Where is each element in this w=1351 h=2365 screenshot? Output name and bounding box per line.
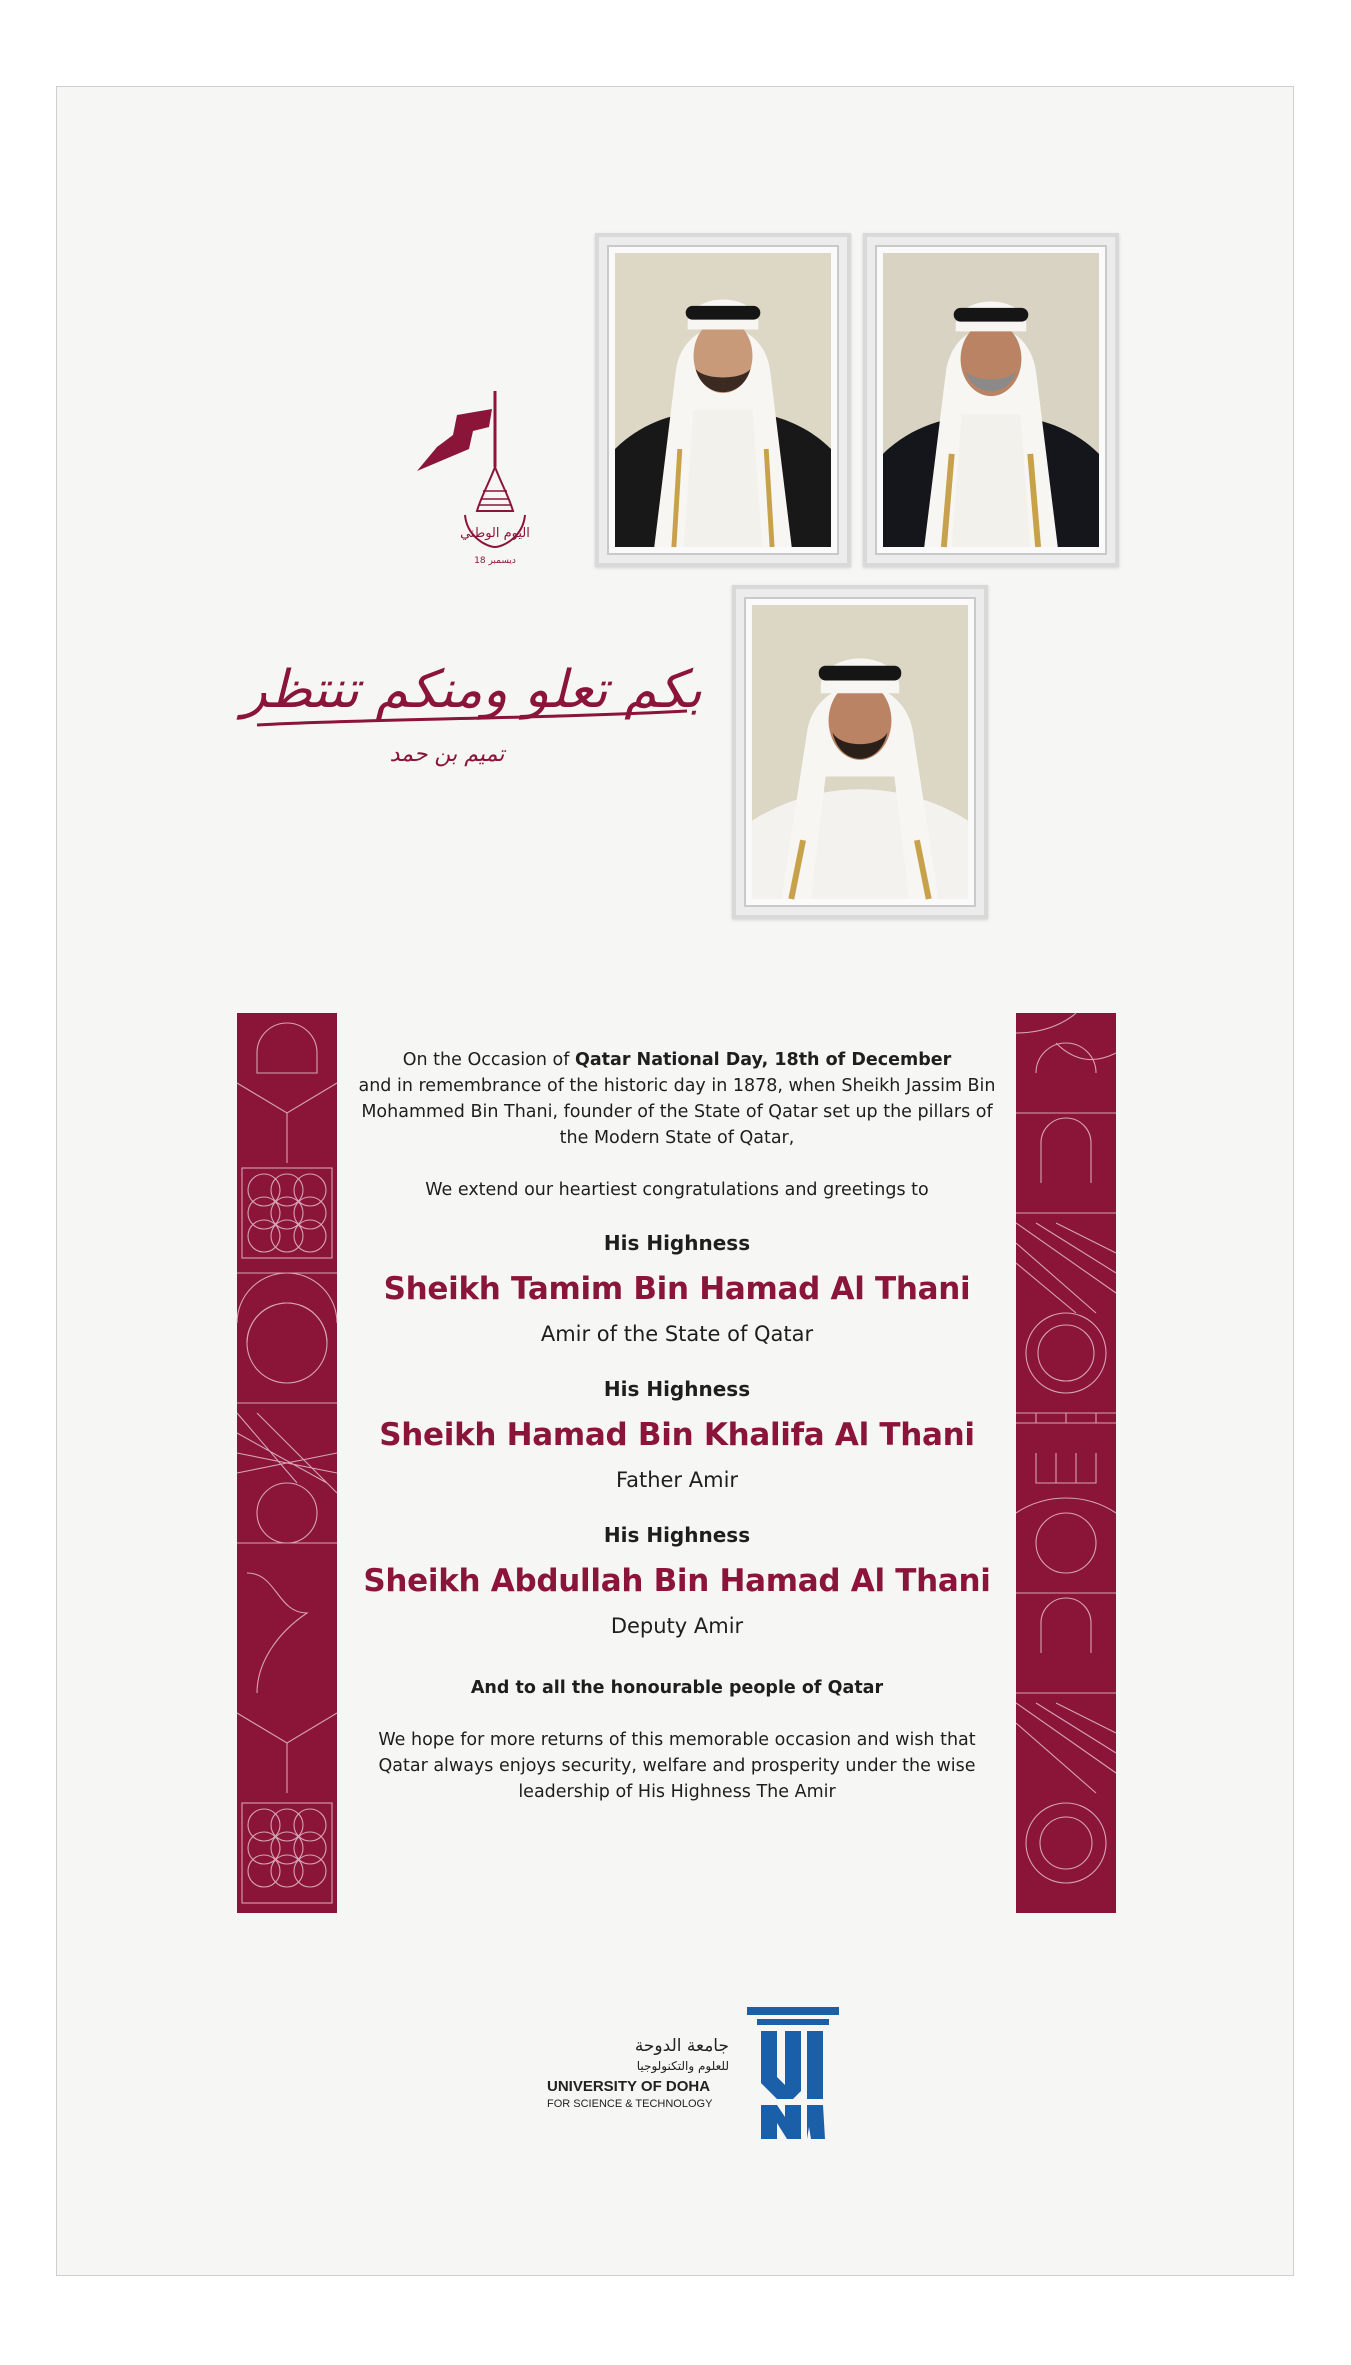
right-decorative-panel: [1016, 1013, 1116, 1913]
arabic-signature: [377, 727, 517, 777]
arabic-slogan-text: بكم تعلو ومنكم تنتظر: [241, 660, 703, 720]
logo-arabic-line1: جامعة الدوحة: [634, 2036, 729, 2056]
dignitary-name-2: Sheikh Hamad Bin Khalifa Al Thani: [379, 1417, 975, 1453]
logo-english-line2: FOR SCIENCE & TECHNOLOGY: [547, 2098, 713, 2110]
intro-rest: and in remembrance of the historic day in 1878, when Sheikh Jassim Bin Mohammed Bin Thani, founder of the State of Qatar set up the pillars of the Modern State of Qatar,: [358, 1076, 996, 1148]
left-decorative-panel: [237, 1013, 337, 1913]
intro-prefix: On the Occasion of: [402, 1050, 575, 1070]
emblem-text: اليوم الوطني: [460, 526, 530, 541]
emblem-date: 18 ديسمبر: [474, 556, 516, 566]
geometric-pattern-left: [237, 1013, 337, 1913]
signature-text: تميم بن حمد: [389, 742, 505, 767]
dignitary-role-2: Father Amir: [615, 1468, 739, 1492]
intro-occasion: Qatar National Day, 18th of December: [574, 1050, 952, 1070]
advertisement-page: [56, 86, 1294, 2276]
portrait-deputy-amir-photo: [752, 605, 968, 899]
greeting-line: We extend our heartiest congratulations and greetings to: [425, 1180, 929, 1200]
portrait-father-amir-photo: [883, 253, 1099, 547]
logo-arabic-line2: للعلوم والتكنولوجيا: [636, 2059, 729, 2073]
university-logo-mark: [747, 2007, 839, 2142]
dignitary-role-1: Amir of the State of Qatar: [540, 1322, 814, 1346]
people-line: And to all the honourable people of Qatar: [470, 1678, 884, 1698]
portrait-frame-father-amir: [863, 233, 1119, 567]
logo-english-line1: UNIVERSITY OF DOHA: [547, 2078, 711, 2095]
closing-paragraph: We hope for more returns of this memorable occasion and wish that Qatar always enjoys security, welfare and prosperity under the wise leadership of His Highness The Amir: [378, 1730, 976, 1802]
dignitary-name-3: Sheikh Abdullah Bin Hamad Al Thani: [363, 1563, 991, 1599]
honorific-1: His Highness: [603, 1231, 751, 1255]
honorific-2: His Highness: [603, 1377, 751, 1401]
university-logo: [547, 2007, 847, 2147]
intro-paragraph: [357, 1047, 997, 1151]
portrait-frame-amir: [595, 233, 851, 567]
portrait-frame-deputy-amir: [732, 585, 988, 919]
geometric-pattern-right: [1016, 1013, 1116, 1913]
portrait-amir-photo: [615, 253, 831, 547]
national-day-emblem: [397, 387, 530, 577]
university-logo-text: [547, 2035, 729, 2111]
honorific-3: His Highness: [603, 1523, 751, 1547]
greeting-message: [357, 1047, 997, 1805]
dignitary-name-1: Sheikh Tamim Bin Hamad Al Thani: [383, 1271, 971, 1307]
dignitary-role-3: Deputy Amir: [610, 1614, 744, 1638]
